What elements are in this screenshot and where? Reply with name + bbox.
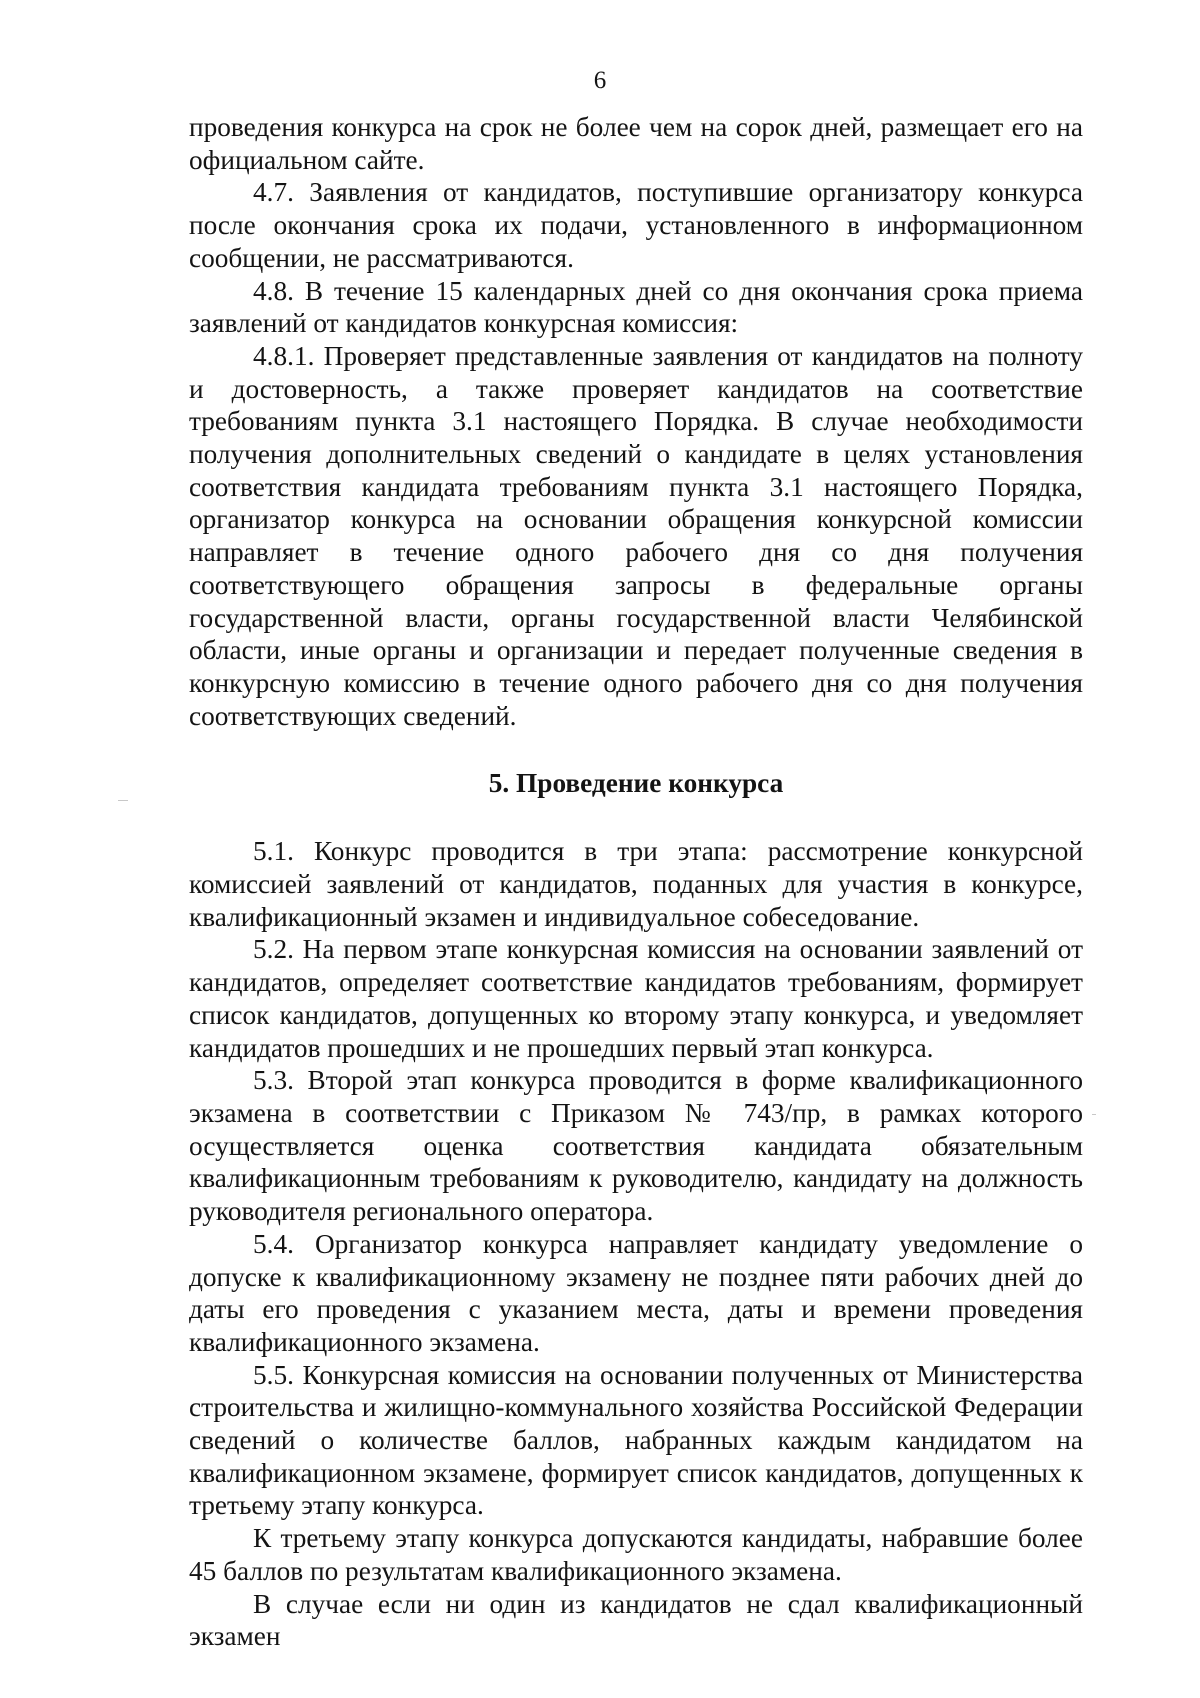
paragraph-5-5: 5.5. Конкурсная комиссия на основании полученных от Министерства строительства и жилищно-коммунального хозяйства Российской Федерации сведений о количестве баллов, набранных каждым кандидатом на квалификационном экзамене, формирует список кандидатов, допущенных к третьему этапу конкурса. — [189, 1359, 1083, 1521]
paragraph-4-6-continued: проведения конкурса на срок не более чем на сорок дней, размещает его на официальном сайте. — [189, 112, 1083, 175]
paragraph-5-2: 5.2. На первом этапе конкурсная комиссия на основании заявлений от кандидатов, определяет соответствие кандидатов требованиям, формирует список кандидатов, допущенных ко второму этапу конкурса, и уведомляет кандидатов прошедших и не прошедших первый этап конкурса. — [189, 934, 1083, 1063]
paragraph-4-8-1: 4.8.1. Проверяет представленные заявления от кандидатов на полноту и достоверность, а также проверяет кандидатов на соответствие требованиям пункта 3.1 настоящего Порядка. В случае необходимости получения дополнительных сведений о кандидате в целях установления соответствия кандидата требованиям пункта 3.1 настоящего Порядка, организатор конкурса на основании обращения конкурсной комиссии направляет в течение одного рабочего дня со дня получения соответствующего обращения запросы в федеральные органы государственной власти, органы государственной власти Челябинской области, иные органы и организации и передает полученные сведения в конкурсную комиссию в течение одного рабочего дня со дня получения соответствующих сведений. — [189, 340, 1083, 731]
paragraph-4-8: 4.8. В течение 15 календарных дней со дня окончания срока приема заявлений от кандидатов конкурсная комиссия: — [189, 275, 1083, 339]
paragraph-5-5-b: В случае если ни один из кандидатов не сдал квалификационный экзамен — [189, 1588, 1083, 1652]
paragraph-4-7: 4.7. Заявления от кандидатов, поступившие организатору конкурса после окончания срока их подачи, установленного в информационном сообщении, не рассматриваются. — [189, 177, 1083, 273]
section-title: 5. Проведение конкурса — [488, 768, 784, 799]
document-body — [189, 111, 1083, 1653]
paragraph-5-4: 5.4. Организатор конкурса направляет кандидату уведомление о допуске к квалификационному экзамену не позднее пяти рабочих дней до даты его проведения с указанием места, даты и времени проведения квалификационного экзамена. — [189, 1228, 1083, 1357]
scan-artifact — [1092, 1114, 1096, 1115]
page-number: 6 — [593, 67, 607, 94]
paragraph-5-3: 5.3. Второй этап конкурса проводится в форме квалификационного экзамена в соответствии с Приказом № 743/пр, в рамках которого осуществляется оценка соответствия кандидата обязательным квалификационным требованиям к руководителю, кандидату на должность руководителя регионального оператора. — [189, 1065, 1083, 1227]
paragraph-5-5-a: К третьему этапу конкурса допускаются кандидаты, набравшие более 45 баллов по результатам квалификационного экзамена. — [189, 1523, 1083, 1586]
paragraph-5-1: 5.1. Конкурс проводится в три этапа: рассмотрение конкурсной комиссией заявлений от кандидатов, поданных для участия в конкурсе, квалификационный экзамен и индивидуальное собеседование. — [189, 836, 1083, 932]
scan-artifact — [118, 800, 128, 801]
